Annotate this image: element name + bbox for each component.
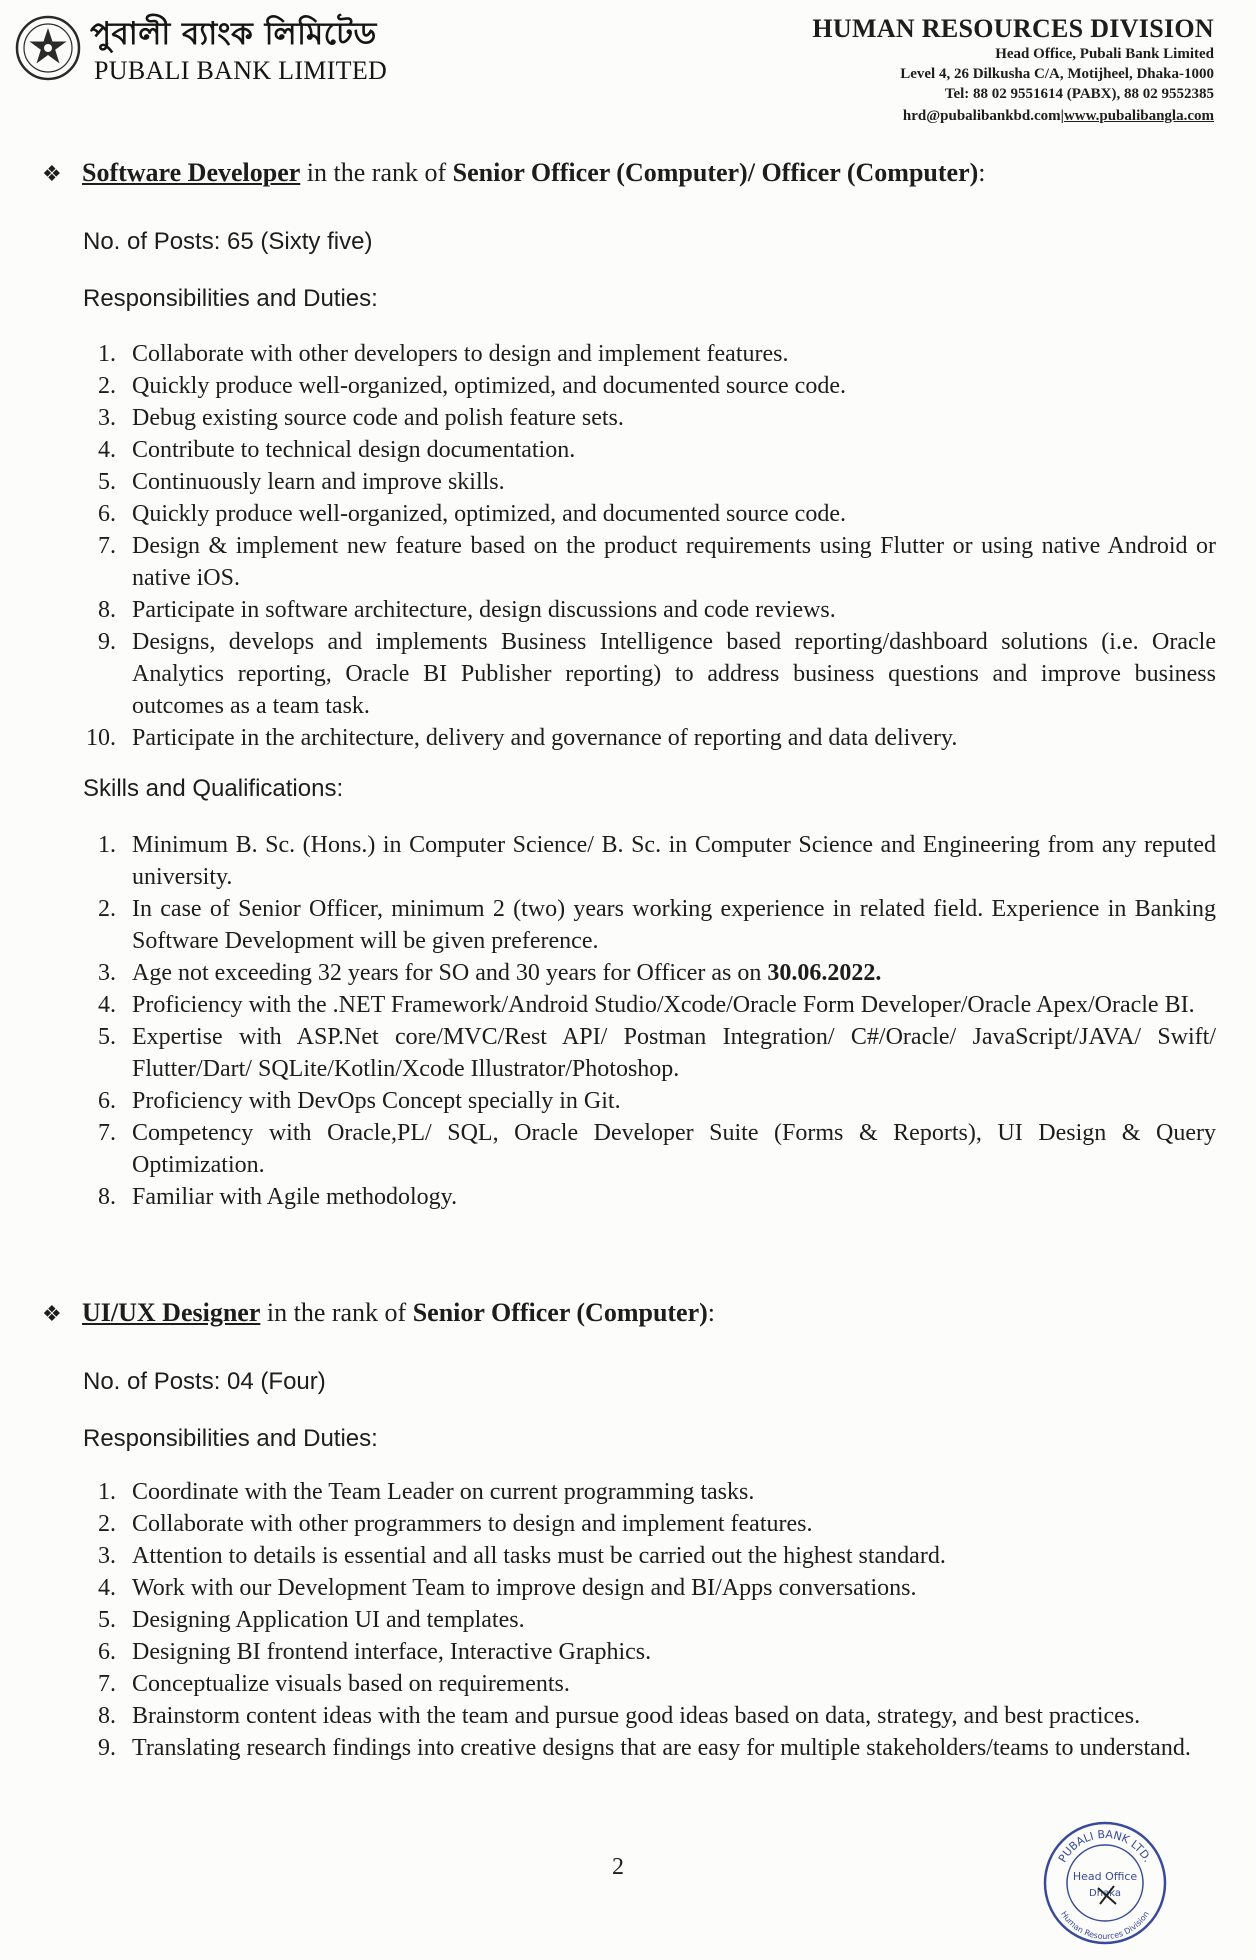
list-item: 8. Brainstorm content ideas with the team and pursue good ideas based on data, strategy, and best practices. <box>98 1703 1141 1729</box>
list-item: 10. Participate in the architecture, delivery and governance of reporting and data delivery. <box>86 725 958 751</box>
contact-line <box>714 106 1214 126</box>
list-item: 8. Participate in software architecture, design discussions and code reviews. <box>98 597 836 623</box>
age-cutoff-date: 30.06.2022. <box>767 960 882 986</box>
diamond-bullet-icon: ❖ <box>42 161 62 186</box>
section-heading-software-developer <box>42 158 986 188</box>
role-title: Software Developer <box>82 158 301 187</box>
rank-prefix: in the rank of <box>300 158 453 187</box>
list-item: 6. Designing BI frontend interface, Interactive Graphics. <box>98 1639 652 1665</box>
svg-text:Human Resources Division: Human Resources Division <box>1059 1909 1151 1942</box>
list-item: 3. Debug existing source code and polish feature sets. <box>98 405 624 431</box>
list-item: 3. Attention to details is essential and all tasks must be carried out the highest standard. <box>98 1543 946 1569</box>
duties-heading: Responsibilities and Duties: <box>83 1425 378 1452</box>
email-link[interactable]: hrd@pubalibankbd.com <box>902 108 1061 124</box>
list-item: 4. Proficiency with the .NET Framework/Android Studio/Xcode/Oracle Form Developer/Oracle Apex/Oracle BI. <box>98 992 1195 1018</box>
list-item: 2. Quickly produce well-organized, optimized, and documented source code. <box>98 373 846 399</box>
list-item: 6. Proficiency with DevOps Concept specially in Git. <box>98 1088 621 1114</box>
office-stamp-icon <box>1040 1818 1170 1948</box>
list-item: 6. Quickly produce well-organized, optimized, and documented source code. <box>98 501 846 527</box>
list-item: 7. Competency with Oracle,PL/ SQL, Oracle Developer Suite (Forms & Reports), UI Design & Query Optimization. <box>98 1120 1216 1178</box>
skills-heading: Skills and Qualifications: <box>83 775 344 802</box>
list-item: 5. Designing Application UI and templates. <box>98 1607 525 1633</box>
rank-title: Senior Officer (Computer) <box>412 1298 708 1327</box>
division-title: HUMAN RESOURCES DIVISION <box>812 14 1214 43</box>
rank-prefix: in the rank of <box>260 1298 413 1327</box>
bank-logo-icon <box>14 14 82 82</box>
duties-list-ui-ux-designer <box>70 1476 1216 1764</box>
list-item: 7. Design & implement new feature based on the product requirements using Flutter or using native Android or native iOS. <box>98 533 1216 591</box>
contact-separator: | <box>1060 108 1064 124</box>
list-item: 3. Age not exceeding 32 years for SO and 30 years for Officer as on 30.06.2022. <box>98 960 882 986</box>
rank-title: Senior Officer (Computer)/ Officer (Computer) <box>452 158 979 187</box>
bank-name-bengali: পুবালী ব্যাংক লিমিটেড <box>90 16 377 52</box>
website-link[interactable]: www.pubalibangla.com <box>1063 108 1214 124</box>
list-item: 8. Familiar with Agile methodology. <box>98 1184 458 1210</box>
list-item: 1. Minimum B. Sc. (Hons.) in Computer Science/ B. Sc. in Computer Science and Engineering from any reputed university. <box>98 832 1216 890</box>
address-line-1: Head Office, Pubali Bank Limited <box>995 46 1214 62</box>
rank-suffix: : <box>707 1298 716 1327</box>
section-heading-ui-ux-designer <box>42 1298 715 1328</box>
list-item: 2. Collaborate with other programmers to design and implement features. <box>98 1511 813 1537</box>
list-item: 5. Continuously learn and improve skills. <box>98 469 505 495</box>
svg-text:Head Office: Head Office <box>1072 1870 1138 1883</box>
posts-count: No. of Posts: 65 (Sixty five) <box>83 228 373 255</box>
list-item: 1. Coordinate with the Team Leader on current programming tasks. <box>98 1479 755 1505</box>
page-number: 2 <box>612 1854 624 1880</box>
list-item: 4. Contribute to technical design documentation. <box>98 437 576 463</box>
bank-name-english: PUBALI BANK LIMITED <box>94 56 388 85</box>
duties-list-software-developer <box>70 338 1216 754</box>
list-item: 1. Collaborate with other developers to design and implement features. <box>98 341 789 367</box>
division-address-block <box>714 14 1214 126</box>
list-item: 7. Conceptualize visuals based on requirements. <box>98 1671 570 1697</box>
list-item: 4. Work with our Development Team to improve design and BI/Apps conversations. <box>98 1575 917 1601</box>
duties-heading: Responsibilities and Duties: <box>83 285 378 312</box>
address-line-2: Level 4, 26 Dilkusha C/A, Motijheel, Dhaka-1000 <box>900 66 1214 82</box>
list-item: 9. Designs, develops and implements Business Intelligence based reporting/dashboard solutions (i.e. Oracle Analytics reporting, Oracle BI Publisher reporting) to address business questions and improve business outcomes as a team task. <box>98 629 1216 719</box>
list-item: 9. Translating research findings into creative designs that are easy for multiple stakeholders/teams to understand. <box>98 1735 1191 1761</box>
diamond-bullet-icon: ❖ <box>42 1301 62 1326</box>
skills-list-software-developer <box>70 829 1216 1213</box>
posts-count: No. of Posts: 04 (Four) <box>83 1368 326 1395</box>
rank-suffix: : <box>978 158 986 187</box>
svg-text:Dhaka: Dhaka <box>1089 1888 1121 1899</box>
list-item: 2. In case of Senior Officer, minimum 2 (two) years working experience in related field. Experience in Banking Software Development will be given preference. <box>98 896 1216 954</box>
svg-text:PUBALI BANK LTD.: PUBALI BANK LTD. <box>1055 1827 1155 1865</box>
telephone-line: Tel: 88 02 9551614 (PABX), 88 02 9552385 <box>944 86 1214 102</box>
role-title: UI/UX Designer <box>82 1298 261 1327</box>
list-item: 5. Expertise with ASP.Net core/MVC/Rest API/ Postman Integration/ C#/Oracle/ JavaScript/JAVA/ Swift/ Flutter/Dart/ SQLite/Kotlin/Xcode Illustrator/Photoshop. <box>98 1024 1216 1082</box>
